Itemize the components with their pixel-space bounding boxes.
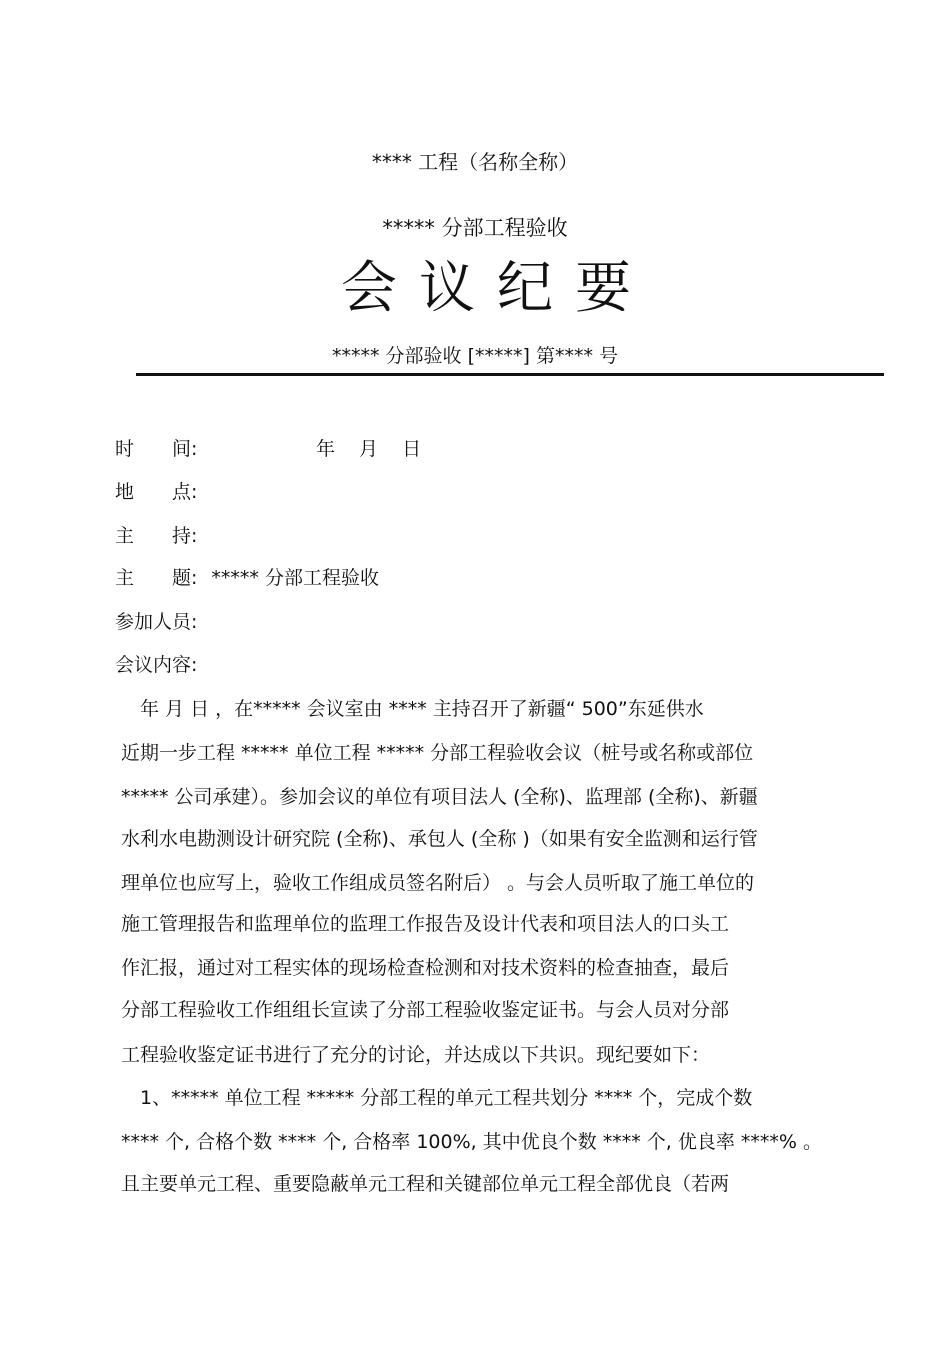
- time-field: [115, 434, 197, 461]
- topic-value: ***** 分部工程验收: [211, 567, 379, 589]
- body-line: 理单位也应写上，验收工作组成员签名附后） 。与会人员听取了施工单位的: [121, 872, 755, 894]
- attendees-field: [115, 607, 197, 634]
- attendees-label: 参加人员:: [115, 611, 198, 633]
- time-date: 年 月 日: [316, 438, 422, 460]
- body-line: 施工管理报告和监理单位的监理工作报告及设计代表和项目法人的口头工: [121, 913, 730, 935]
- topic-field: [115, 563, 379, 590]
- body-line: 年 月 日 ，在***** 会议室由 **** 主持召开了新疆“ 500”东延供水: [140, 698, 704, 720]
- host-field: [115, 521, 197, 548]
- body-line: 且主要单元工程、重要隐蔽单元工程和关键部位单元工程全部优良（若两: [121, 1173, 730, 1195]
- place-label: 地 点:: [115, 481, 198, 503]
- host-label: 主 持:: [115, 525, 198, 547]
- body-line: 近期一步工程 ***** 单位工程 ***** 分部工程验收会议（桩号或名称或部位: [121, 742, 754, 764]
- body-line: 水利水电勘测设计研究院 (全称)、承包人 (全称 )（如果有安全监测和运行管: [121, 828, 758, 850]
- content-label: 会议内容:: [115, 654, 198, 676]
- topic-label: 主 题:: [115, 567, 198, 589]
- body-line: 分部工程验收工作组组长宣读了分部工程验收鉴定证书。与会人员对分部: [121, 999, 730, 1021]
- time-label: 时 间:: [115, 438, 198, 460]
- project-title: **** 工程（名称全称）: [371, 150, 579, 174]
- header-divider: [136, 373, 884, 376]
- body-line: **** 个, 合格个数 **** 个, 合格率 100%, 其中优良个数 **** 个, 优良率 ****% 。: [121, 1131, 823, 1153]
- body-line: 工程验收鉴定证书进行了充分的讨论，并达成以下共识。现纪要如下：: [121, 1044, 711, 1066]
- body-line: 1、***** 单位工程 ***** 分部工程的单元工程共划分 **** 个，完成个数: [140, 1087, 753, 1109]
- content-field: [115, 650, 197, 677]
- acceptance-subtitle: ***** 分部工程验收: [382, 216, 568, 240]
- place-field: [115, 477, 197, 504]
- meeting-minutes-title: 会议纪要: [341, 256, 653, 321]
- body-line: ***** 公司承建）。参加会议的单位有项目法人 (全称)、监理部 (全称)、新疆: [121, 786, 758, 808]
- document-number: ***** 分部验收 [*****] 第**** 号: [332, 345, 618, 367]
- body-line: 作汇报，通过对工程实体的现场检查检测和对技术资料的检查抽查，最后: [121, 957, 730, 979]
